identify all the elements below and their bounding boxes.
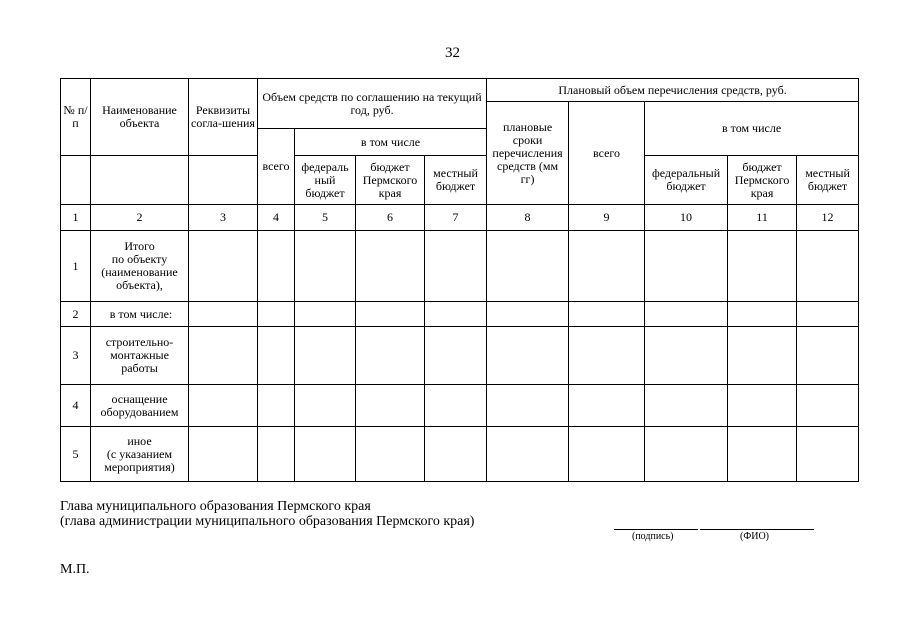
stamp-place: М.П. — [60, 562, 90, 577]
row-name: в том числе: — [91, 302, 189, 327]
header-including-planned: в том числе — [645, 102, 859, 156]
page-number: 32 — [445, 45, 460, 61]
budget-table — [60, 78, 859, 482]
name-line — [700, 529, 814, 530]
header-regional-current: бюджет Пермского края — [356, 156, 425, 205]
header-total-current: всего — [258, 129, 295, 205]
header-regional-planned: бюджет Пермского края — [728, 156, 797, 205]
signature-line — [614, 529, 698, 530]
signature-title: Глава муниципального образования Пермского края — [60, 499, 371, 514]
column-number: 3 — [189, 205, 258, 231]
column-number: 8 — [487, 205, 569, 231]
row-number: 5 — [61, 427, 91, 482]
row-name: Итого по объекту (наименование объекта), — [91, 231, 189, 302]
header-planned-terms: плановые сроки перечисления средств (мм гг) — [487, 102, 569, 205]
signature-subtitle: (глава администрации муниципального образования Пермского края) — [60, 514, 475, 529]
row-number: 3 — [61, 327, 91, 385]
table-row — [61, 385, 859, 427]
row-name: оснащение оборудованием — [91, 385, 189, 427]
table-row — [61, 231, 859, 302]
header-num-cont — [61, 156, 91, 205]
header-federal-planned: федеральный бюджет — [645, 156, 728, 205]
header-total-planned: всего — [569, 102, 645, 205]
column-number: 2 — [91, 205, 189, 231]
column-number: 7 — [425, 205, 487, 231]
column-number: 11 — [728, 205, 797, 231]
column-number: 10 — [645, 205, 728, 231]
row-name: иное (с указанием мероприятия) — [91, 427, 189, 482]
row-number: 4 — [61, 385, 91, 427]
column-number: 5 — [295, 205, 356, 231]
column-number-row — [61, 205, 859, 231]
column-number: 4 — [258, 205, 295, 231]
table-row — [61, 427, 859, 482]
header-federal-current: федераль ный бюджет — [295, 156, 356, 205]
header-local-current: местный бюджет — [425, 156, 487, 205]
column-number: 1 — [61, 205, 91, 231]
table-row — [61, 302, 859, 327]
header-requisites: Реквизиты согла-шения — [189, 79, 258, 156]
signature-block — [60, 499, 474, 529]
column-number: 9 — [569, 205, 645, 231]
column-number: 12 — [797, 205, 859, 231]
header-local-planned: местный бюджет — [797, 156, 859, 205]
header-name: Наименование объекта — [91, 79, 189, 156]
header-name-cont — [91, 156, 189, 205]
row-number: 1 — [61, 231, 91, 302]
row-number: 2 — [61, 302, 91, 327]
header-volume-current-year: Объем средств по соглашению на текущий год, руб. — [258, 79, 487, 129]
table-row — [61, 327, 859, 385]
name-caption: (ФИО) — [740, 531, 770, 542]
row-name: строительно- монтажные работы — [91, 327, 189, 385]
header-num: № п/п — [61, 79, 91, 156]
column-number: 6 — [356, 205, 425, 231]
header-planned-transfer: Плановый объем перечисления средств, руб. — [487, 79, 859, 102]
header-including-current: в том числе — [295, 129, 487, 156]
header-requisites-cont — [189, 156, 258, 205]
signature-caption: (подпись) — [632, 531, 674, 542]
